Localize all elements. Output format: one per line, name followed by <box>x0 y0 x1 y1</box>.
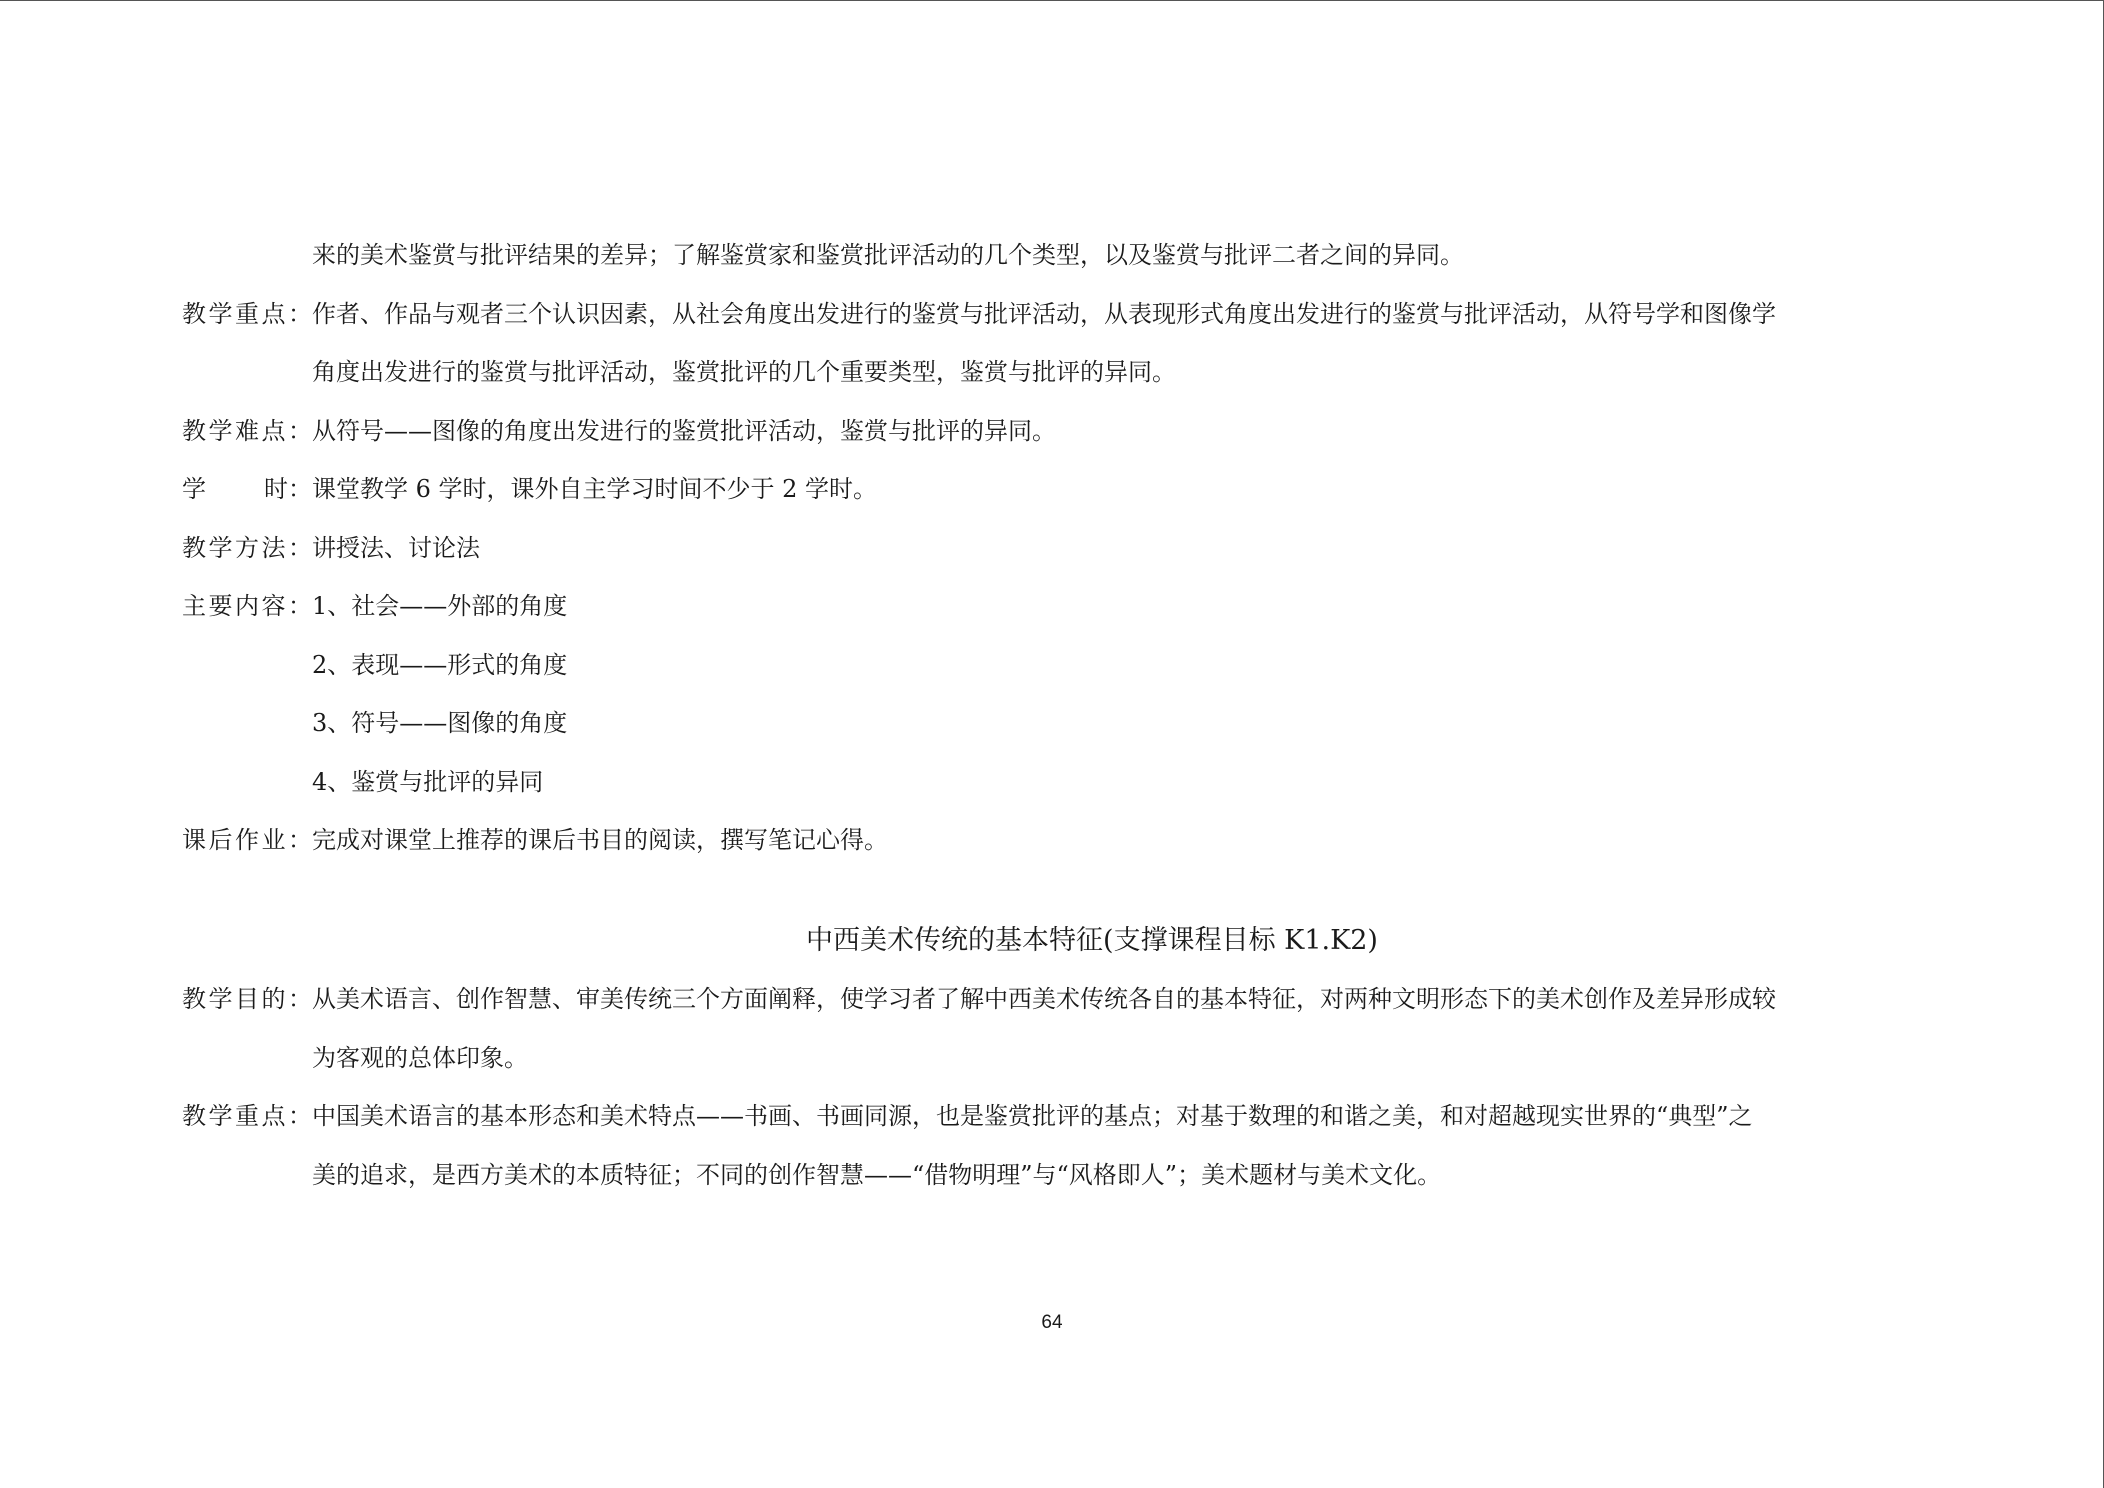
method-text: 讲授法、讨论法 <box>312 533 480 562</box>
key-points-text-line2: 美的追求，是西方美术的本质特征；不同的创作智慧——“借物明理”与“风格即人”；美术题材与美术文化。 <box>312 1160 1442 1189</box>
content-row <box>182 753 1922 812</box>
hours-label <box>182 460 312 519</box>
key-points-text-line2: 角度出发进行的鉴赏与批评活动，鉴赏批评的几个重要类型，鉴赏与批评的异同。 <box>312 358 1176 386</box>
goal-text-line1: 从美术语言、创作智慧、审美传统三个方面阐释，使学习者了解中西美术传统各自的基本特征，对两种文明形态下的美术创作及差异形成较 <box>312 985 1776 1013</box>
hours-label-left: 学 <box>182 475 206 503</box>
key-points-row <box>182 285 1922 344</box>
hours-label-right: 时： <box>264 475 312 503</box>
key-points-row <box>182 1087 1922 1146</box>
difficulty-text: 从符号——图像的角度出发进行的鉴赏批评活动，鉴赏与批评的异同。 <box>312 416 1056 445</box>
content-item: 2、表现——形式的角度 <box>312 650 568 679</box>
homework-text: 完成对课堂上推荐的课后书目的阅读，撰写笔记心得。 <box>312 826 888 854</box>
section-heading: 中西美术传统的基本特征(支撑课程目标 K1.K2) <box>806 924 1378 956</box>
page-number: 64 <box>1041 1312 1063 1333</box>
homework-row <box>182 811 1922 870</box>
hours-row <box>182 460 1922 519</box>
document-body <box>182 226 1922 1204</box>
content-row <box>182 636 1922 695</box>
continuation-line <box>182 226 1922 285</box>
hours-text: 课堂教学 6 学时，课外自主学习时间不少于 2 学时。 <box>312 475 878 503</box>
method-row <box>182 519 1922 578</box>
content-item: 4、鉴赏与批评的异同 <box>312 767 544 796</box>
continuation-text: 来的美术鉴赏与批评结果的差异；了解鉴赏家和鉴赏批评活动的几个类型，以及鉴赏与批评二者之间的异同。 <box>312 241 1464 269</box>
goal-continuation-row <box>182 1029 1922 1088</box>
top-border-line <box>0 0 2104 1</box>
content-row <box>182 577 1922 636</box>
goal-label: 教学目的： <box>182 985 312 1013</box>
section-spacer <box>182 870 1922 912</box>
key-points-label: 教学重点： <box>182 299 312 328</box>
homework-label: 课后作业： <box>182 826 312 854</box>
goal-text-line2: 为客观的总体印象。 <box>312 1043 528 1072</box>
key-points-label: 教学重点： <box>182 1102 312 1130</box>
method-label: 教学方法： <box>182 533 312 562</box>
goal-row <box>182 970 1922 1029</box>
difficulty-row <box>182 402 1922 461</box>
content-label: 主要内容： <box>182 592 312 620</box>
content-row <box>182 694 1922 753</box>
content-item: 3、符号——图像的角度 <box>312 709 568 737</box>
key-points-continuation-row <box>182 1146 1922 1205</box>
key-points-text-line1: 作者、作品与观者三个认识因素，从社会角度出发进行的鉴赏与批评活动，从表现形式角度出发进行的鉴赏与批评活动，从符号学和图像学 <box>312 299 1776 328</box>
key-points-continuation-row <box>182 343 1922 402</box>
key-points-text-line1: 中国美术语言的基本形态和美术特点——书画、书画同源，也是鉴赏批评的基点；对基于数理的和谐之美，和对超越现实世界的“典型”之 <box>312 1102 1753 1130</box>
difficulty-label: 教学难点： <box>182 416 312 445</box>
content-item: 1、社会——外部的角度 <box>312 592 568 620</box>
